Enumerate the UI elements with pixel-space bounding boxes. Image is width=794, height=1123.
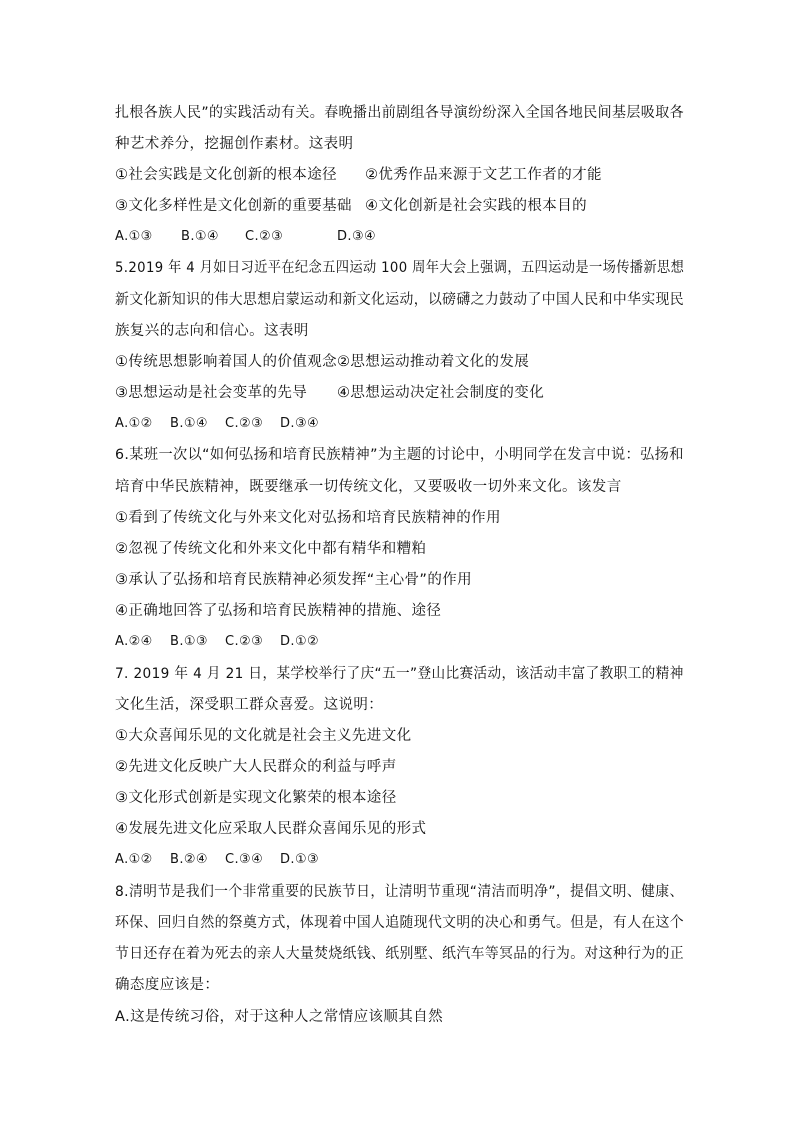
q7-choice-c: C.③④ (225, 852, 264, 867)
q6-option-4: ④正确地回答了弘扬和培育民族精神的措施、途径 (115, 603, 442, 619)
q5-option-1: ①传统思想影响着国人的价值观念 (115, 354, 337, 370)
q7-option-1: ①大众喜闻乐见的文化就是社会主义先进文化 (115, 728, 412, 744)
q4-choice-b: B.①④ (181, 229, 219, 244)
q5-option-4: ④思想运动决定社会制度的变化 (337, 385, 545, 401)
q6-option-1: ①看到了传统文化与外来文化对弘扬和培育民族精神的作用 (115, 510, 501, 526)
q8-stem-line-2: 环保、回归自然的祭奠方式，体现着中国人追随现代文明的决心和勇气。但是，有人在这个 (115, 915, 685, 931)
q6-choice-b: B.①③ (170, 634, 208, 649)
q6-option-3: ③承认了弘扬和培育民族精神必须发挥“主心骨”的作用 (115, 572, 473, 588)
q6-stem-line-2: 培育中华民族精神，既要继承一切传统文化，又要吸收一切外来文化。该发言 (115, 479, 622, 495)
q8-stem-line-4: 确态度应该是： (115, 977, 220, 993)
q4-option-2: ②优秀作品来源于文艺工作者的才能 (365, 167, 602, 183)
q7-choice-a: A.①② (115, 852, 153, 867)
q6-choice-d: D.①② (280, 634, 320, 649)
q7-option-2: ②先进文化反映广大人民群众的利益与呼声 (115, 759, 397, 775)
q5-choice-b: B.①④ (170, 416, 208, 431)
q7-choice-d: D.①③ (280, 852, 320, 867)
q5-stem-line-2: 新文化新知识的伟大思想启蒙运动和新文化运动，以磅礴之力鼓动了中国人民和中华实现民 (115, 292, 685, 308)
q4-stem-line-2: 种艺术养分，挖掘创作素材。这表明 (115, 136, 354, 152)
q4-choice-c: C.②③ (245, 229, 284, 244)
q5-stem-line-3: 族复兴的志向和信心。这表明 (115, 323, 309, 339)
q4-option-4: ④文化创新是社会实践的根本目的 (365, 198, 587, 214)
q5-option-3: ③思想运动是社会变革的先导 (115, 385, 308, 401)
q6-stem-line-1: 6.某班一次以“如何弘扬和培育民族精神”为主题的讨论中，小明同学在发言中说：弘扬和 (115, 447, 684, 463)
q8-stem-line-3: 节日还存在着为死去的亲人大量焚烧纸钱、纸别墅、纸汽车等冥品的行为。对这种行为的正 (115, 946, 685, 962)
q6-choice-a: A.②④ (115, 634, 153, 649)
q5-choice-a: A.①② (115, 416, 153, 431)
q7-option-3: ③文化形式创新是实现文化繁荣的根本途径 (115, 790, 397, 806)
q5-choice-c: C.②③ (225, 416, 264, 431)
q6-choice-c: C.②③ (225, 634, 264, 649)
q4-option-1: ①社会实践是文化创新的根本途径 (115, 167, 337, 183)
q5-choice-d: D.③④ (280, 416, 320, 431)
q4-stem-line-1: 扎根各族人民”的实践活动有关。春晚播出前剧组各导演纷纷深入全国各地民间基层吸取各 (115, 105, 684, 121)
q7-option-4: ④发展先进文化应采取人民群众喜闻乐见的形式 (115, 821, 427, 837)
q8-stem-line-1: 8.清明节是我们一个非常重要的民族节日，让清明节重现“清洁而明净”，提倡文明、健康、 (115, 884, 684, 900)
q4-choice-d: D.③④ (337, 229, 377, 244)
q4-option-3: ③文化多样性是文化创新的重要基础 (115, 198, 352, 214)
q7-stem-line-2: 文化生活，深受职工群众喜爱。这说明： (115, 697, 384, 713)
q5-option-2: ②思想运动推动着文化的发展 (337, 354, 530, 370)
q4-choice-a: A.①③ (115, 229, 153, 244)
q6-option-2: ②忽视了传统文化和外来文化中都有精华和糟粕 (115, 541, 427, 557)
q7-stem-line-1: 7. 2019 年 4 月 21 日，某学校举行了庆“五一”登山比赛活动，该活动丰富了教职工的精神 (115, 666, 684, 682)
q5-stem-line-1: 5.2019 年 4 月如日习近平在纪念五四运动 100 周年大会上强调，五四运动是一场传播新思想 (115, 260, 685, 276)
q8-choice-a: A.这是传统习俗，对于这种人之常情应该顺其自然 (115, 1009, 443, 1025)
q7-choice-b: B.②④ (170, 852, 208, 867)
